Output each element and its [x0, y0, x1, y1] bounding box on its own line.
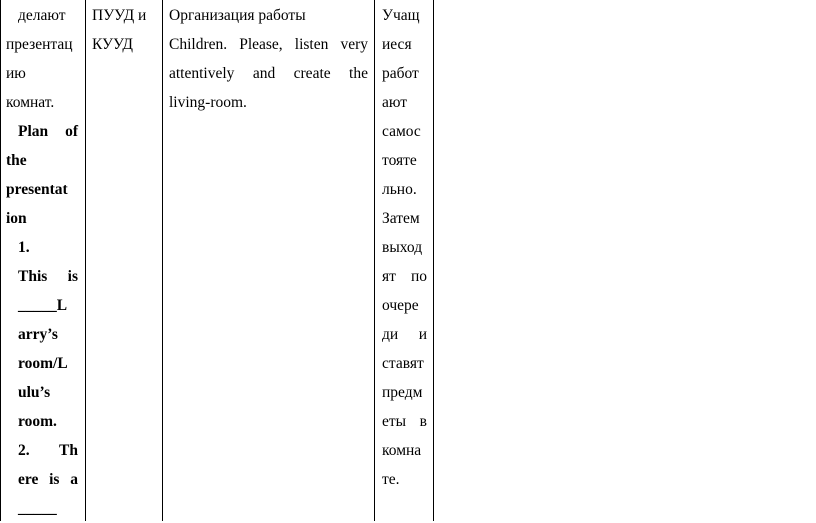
table-border-left	[0, 0, 1, 521]
cell-line: arry’s	[18, 326, 58, 343]
table-cell-uud	[92, 1, 160, 59]
cell-line: предм	[382, 384, 423, 401]
table-cell-students	[382, 1, 427, 494]
cell-line: ПУУД и	[92, 7, 147, 24]
cell-word: is	[67, 268, 78, 285]
cell-line: презентац	[6, 36, 73, 53]
table-border-col3	[374, 0, 375, 521]
cell-word: Th	[59, 442, 78, 459]
cell-line: комна	[382, 442, 422, 459]
cell-line: иеся	[382, 36, 412, 53]
cell-line: ди и	[382, 326, 427, 343]
cell-line: ion	[6, 210, 27, 227]
cell-line: выход	[382, 239, 423, 256]
cell-line	[6, 465, 78, 494]
cell-line: льно.	[382, 181, 417, 198]
cell-line: ят по	[382, 268, 427, 285]
cell-line: attentively and create the	[169, 65, 368, 82]
cell-line: ulu’s	[18, 384, 51, 401]
cell-line: тояте	[382, 152, 417, 169]
cell-line: _____	[18, 500, 57, 517]
table-cell-activity	[6, 1, 78, 523]
cell-word: L	[56, 297, 68, 314]
cell-line	[6, 117, 78, 146]
cell-line: ию	[6, 65, 26, 82]
cell-word: Plan	[18, 123, 49, 140]
cell-word: of	[65, 123, 78, 140]
cell-word: ere	[18, 471, 39, 488]
cell-line	[6, 262, 78, 291]
cell-line: the	[6, 152, 27, 169]
cell-line: работ	[382, 65, 419, 82]
cell-word: is	[49, 471, 60, 488]
cell-line: ают	[382, 94, 408, 111]
table-border-right	[433, 0, 434, 521]
cell-line: Children. Please, listen very	[169, 36, 368, 53]
cell-line: Затем	[382, 210, 420, 227]
cell-line: Учащ	[382, 7, 420, 24]
cell-word: a	[70, 471, 78, 488]
cell-line: те.	[382, 471, 400, 488]
cell-line: самос	[382, 123, 421, 140]
cell-line: делают	[18, 7, 66, 24]
cell-line: КУУД	[92, 36, 133, 53]
cell-line: living-room.	[169, 94, 247, 111]
table-border-col2	[162, 0, 163, 521]
cell-line	[6, 436, 78, 465]
cell-word: 2.	[18, 442, 30, 459]
cell-line: еты в	[382, 413, 427, 430]
cell-line: комнат.	[6, 94, 55, 111]
cell-line	[6, 291, 78, 320]
fill-blank: _____	[18, 297, 57, 314]
cell-word: This	[18, 268, 48, 285]
cell-line: presentat	[6, 181, 68, 198]
cell-line: room.	[18, 413, 57, 430]
cell-line: ставят	[382, 355, 424, 372]
cell-line: очере	[382, 297, 419, 314]
table-cell-organization	[169, 1, 368, 117]
cell-line: 1.	[18, 239, 30, 256]
table-border-col1	[85, 0, 86, 521]
cell-line: Организация работы	[169, 7, 306, 24]
cell-line: room/L	[18, 355, 68, 372]
